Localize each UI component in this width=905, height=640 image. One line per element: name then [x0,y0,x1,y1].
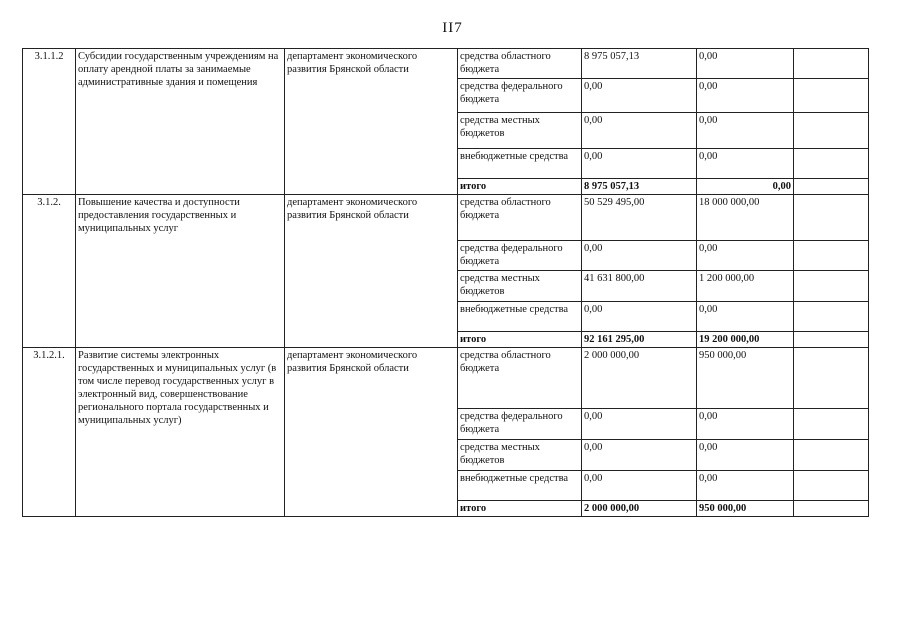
total-amount-2: 0,00 [697,179,794,195]
funding-source: средства местных бюджетов [458,440,582,471]
amount-1: 0,00 [582,79,697,113]
total-label: итого [458,179,582,195]
amount-3 [794,302,869,332]
total-amount-2: 19 200 000,00 [697,332,794,348]
funding-source: внебюджетные средства [458,471,582,501]
amount-2: 0,00 [697,471,794,501]
total-label: итого [458,332,582,348]
amount-3 [794,79,869,113]
page-number: II7 [442,20,463,36]
amount-1: 0,00 [582,149,697,179]
amount-2: 0,00 [697,149,794,179]
measure-code: 3.1.2.1. [23,348,76,517]
total-label: итого [458,501,582,517]
amount-1: 2 000 000,00 [582,348,697,409]
amount-2: 0,00 [697,113,794,149]
amount-3 [794,409,869,440]
funding-source: средства местных бюджетов [458,271,582,302]
amount-2: 0,00 [697,79,794,113]
funding-source: средства областного бюджета [458,348,582,409]
amount-1: 0,00 [582,409,697,440]
amount-2: 0,00 [697,49,794,79]
measure-code: 3.1.2. [23,195,76,348]
amount-2: 0,00 [697,440,794,471]
amount-2: 18 000 000,00 [697,195,794,241]
total-amount-2: 950 000,00 [697,501,794,517]
amount-2: 0,00 [697,241,794,271]
amount-1: 0,00 [582,471,697,501]
total-amount-3 [794,332,869,348]
amount-2: 1 200 000,00 [697,271,794,302]
measure-executor: департамент экономического развития Брянской области [285,195,458,348]
funding-source: средства федерального бюджета [458,409,582,440]
amount-3 [794,113,869,149]
funding-source: средства областного бюджета [458,195,582,241]
table-row [23,348,869,409]
amount-1: 0,00 [582,302,697,332]
amount-2: 0,00 [697,409,794,440]
amount-3 [794,149,869,179]
total-amount-3 [794,179,869,195]
table-row [23,49,869,79]
funding-source: средства федерального бюджета [458,241,582,271]
measure-name: Развитие системы электронных государственных и муниципальных услуг (в том числе перевод государственных услуг в электронный вид, совершенствование регионального портала государственных и муниципальных услуг) [76,348,285,517]
total-amount-1: 92 161 295,00 [582,332,697,348]
amount-1: 8 975 057,13 [582,49,697,79]
measure-name: Повышение качества и доступности предоставления государственных и муниципальных услуг [76,195,285,348]
amount-2: 0,00 [697,302,794,332]
measure-executor: департамент экономического развития Брянской области [285,49,458,195]
amount-1: 0,00 [582,241,697,271]
measure-executor: департамент экономического развития Брянской области [285,348,458,517]
amount-1: 0,00 [582,113,697,149]
amount-1: 0,00 [582,440,697,471]
total-amount-3 [794,501,869,517]
amount-2: 950 000,00 [697,348,794,409]
budget-table [22,48,869,517]
amount-3 [794,348,869,409]
measure-name: Субсидии государственным учреждениям на оплату арендной платы за занимаемые административные здания и помещения [76,49,285,195]
amount-3 [794,49,869,79]
total-amount-1: 8 975 057,13 [582,179,697,195]
table-row [23,195,869,241]
amount-1: 41 631 800,00 [582,271,697,302]
total-amount-1: 2 000 000,00 [582,501,697,517]
amount-1: 50 529 495,00 [582,195,697,241]
amount-3 [794,195,869,241]
measure-code: 3.1.1.2 [23,49,76,195]
amount-3 [794,271,869,302]
amount-3 [794,241,869,271]
amount-3 [794,471,869,501]
funding-source: средства местных бюджетов [458,113,582,149]
amount-3 [794,440,869,471]
funding-source: средства областного бюджета [458,49,582,79]
funding-source: внебюджетные средства [458,302,582,332]
funding-source: внебюджетные средства [458,149,582,179]
funding-source: средства федерального бюджета [458,79,582,113]
